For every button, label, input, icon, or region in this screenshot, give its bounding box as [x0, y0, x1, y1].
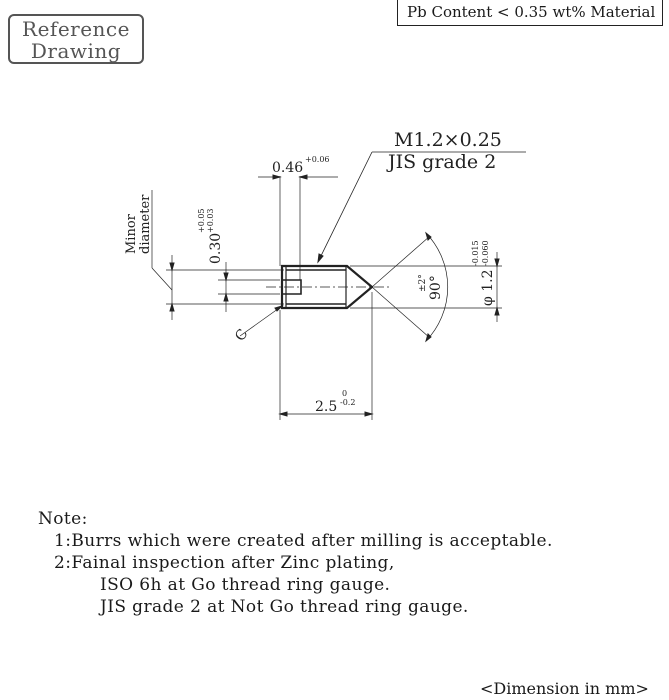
length-tolerance-upper: 0	[342, 389, 348, 398]
note-item-2-line-2: JIS grade 2 at Not Go thread ring gauge.	[100, 597, 469, 617]
material-note: Pb Content < 0.35 wt% Material	[397, 0, 663, 26]
length-tolerance-lower: -0.2	[340, 398, 356, 407]
slot-depth-tolerance-lower: +0.03	[206, 208, 215, 233]
note-item-1: 1:Burrs which were created after milling is acceptable.	[54, 531, 553, 551]
dimension-unit-note: <Dimension in mm>	[480, 679, 649, 698]
reference-label-line1: Reference	[22, 17, 130, 41]
thread-spec-label: M1.2×0.25	[394, 129, 502, 151]
chamfer-label: C	[232, 326, 252, 345]
thread-grade-label: JIS grade 2	[388, 151, 497, 173]
cone-angle-tolerance: ±2°	[418, 274, 428, 292]
notes-section	[38, 508, 553, 618]
reference-label-line2: Drawing	[30, 39, 122, 63]
note-item-2: 2:Fainal inspection after Zinc plating,	[54, 553, 395, 573]
minor-diameter-label-line2: diameter	[138, 194, 153, 254]
note-item-2-line-1: ISO 6h at Go thread ring gauge.	[100, 575, 391, 595]
slot-depth-label: 0.30	[208, 232, 224, 264]
length-label: 2.5	[315, 399, 338, 415]
slot-depth-tolerance-upper: +0.05	[197, 208, 206, 233]
major-diameter-tolerance-lower: -0.060	[481, 240, 490, 266]
major-diameter-tolerance-upper: -0.015	[471, 240, 480, 266]
notes-title: Note:	[38, 509, 88, 529]
slot-width-tolerance: +0.06	[305, 155, 330, 164]
minor-diameter-label-line1: Minor	[124, 214, 139, 254]
slot-width-label: 0.46	[272, 160, 304, 176]
major-diameter-label: φ 1.2	[480, 269, 496, 306]
cone-angle-label: 90°	[428, 275, 444, 300]
